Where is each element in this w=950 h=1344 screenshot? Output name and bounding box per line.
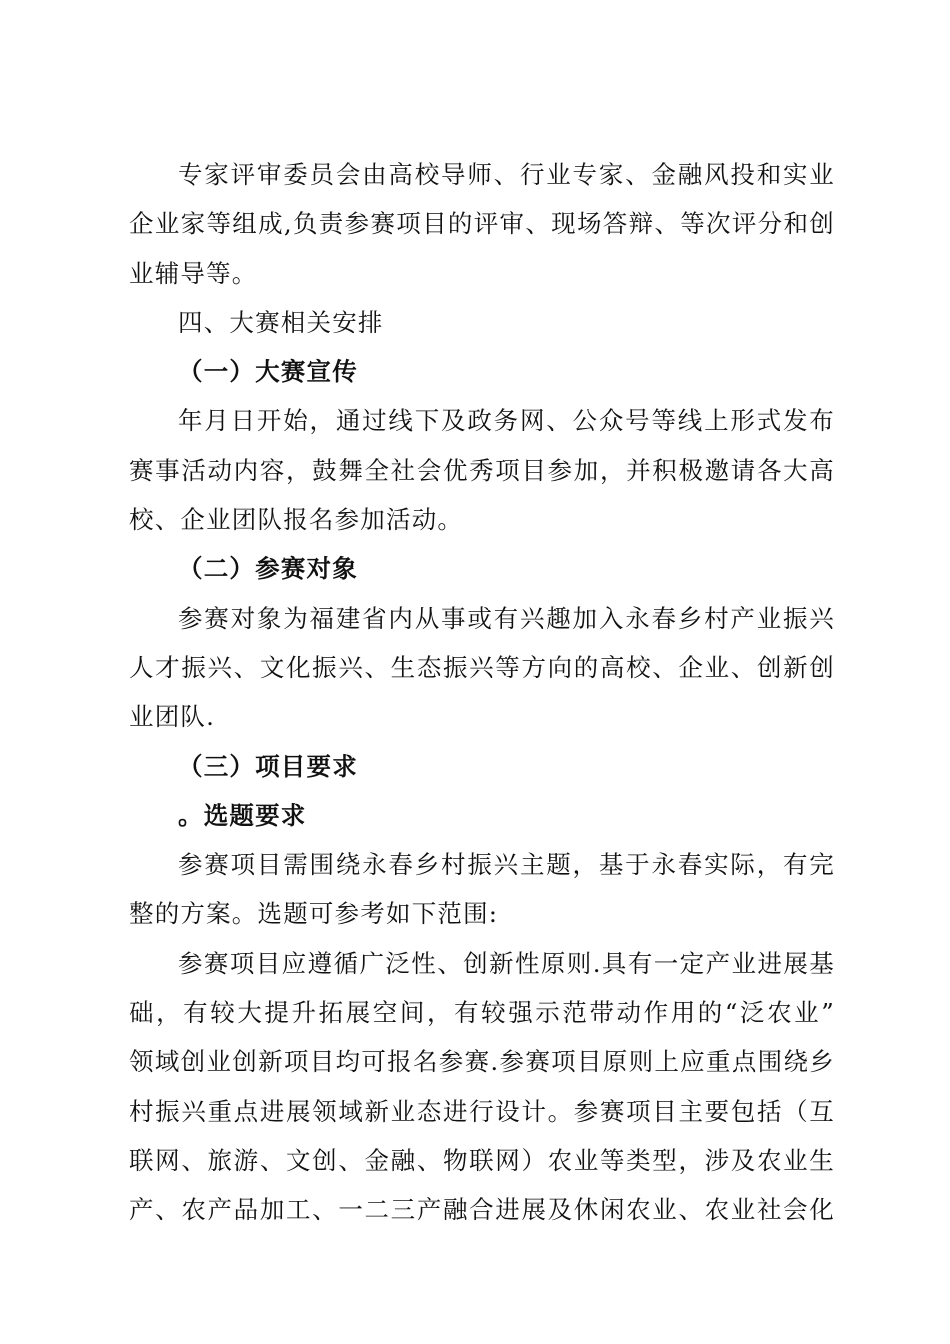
paragraph-line: 赛事活动内容，鼓舞全社会优秀项目参加，并积极邀请各大高: [129, 455, 835, 485]
section-heading: （二）参赛对象: [178, 554, 358, 584]
paragraph-line: 参赛项目应遵循广泛性、创新性原则.具有一定产业进展基: [178, 948, 835, 978]
paragraph-line: 业团队.: [129, 702, 216, 732]
paragraph-line: 村振兴重点进展领域新业态进行设计。参赛项目主要包括（互: [129, 1096, 835, 1126]
paragraph-line: 校、企业团队报名参加活动。: [129, 505, 464, 535]
paragraph-line: 础，有较大提升拓展空间，有较强示范带动作用的“泛农业”: [129, 998, 835, 1028]
paragraph-line: 联网、旅游、文创、金融、物联网）农业等类型，涉及农业生: [129, 1145, 835, 1175]
paragraph-line: 参赛对象为福建省内从事或有兴趣加入永春乡村产业振兴: [178, 603, 835, 633]
paragraph: [129, 939, 835, 1235]
paragraph-line: 人才振兴、文化振兴、生态振兴等方向的高校、企业、创新创: [129, 652, 835, 682]
section-heading: （一）大赛宣传: [178, 357, 358, 387]
paragraph: [129, 396, 835, 544]
paragraph-line: 产、农产品加工、一二三产融合进展及休闲农业、农业社会化: [129, 1195, 835, 1225]
paragraph-line: 业辅导等。: [129, 258, 258, 288]
paragraph-line: 领域创业创新项目均可报名参赛.参赛项目原则上应重点围绕乡: [129, 1047, 835, 1077]
section-heading: 四、大赛相关安排: [178, 307, 384, 337]
paragraph-line: 年月日开始，通过线下及政务网、公众号等线上形式发布: [178, 406, 835, 436]
document-body: [129, 150, 835, 1235]
section-heading: （三）项目要求: [178, 751, 358, 781]
paragraph-line: 企业家等组成,负责参赛项目的评审、现场答辩、等次评分和创: [129, 209, 835, 239]
paragraph: [129, 840, 835, 939]
paragraph-line: 参赛项目需围绕永春乡村振兴主题，基于永春实际，有完: [178, 850, 835, 880]
paragraph: [129, 594, 835, 742]
paragraph-line: 整的方案。选题可参考如下范围:: [129, 899, 499, 929]
section-heading: 。选题要求: [178, 800, 307, 830]
paragraph-line: 专家评审委员会由高校导师、行业专家、金融风投和实业: [178, 160, 835, 189]
paragraph: [129, 150, 835, 298]
